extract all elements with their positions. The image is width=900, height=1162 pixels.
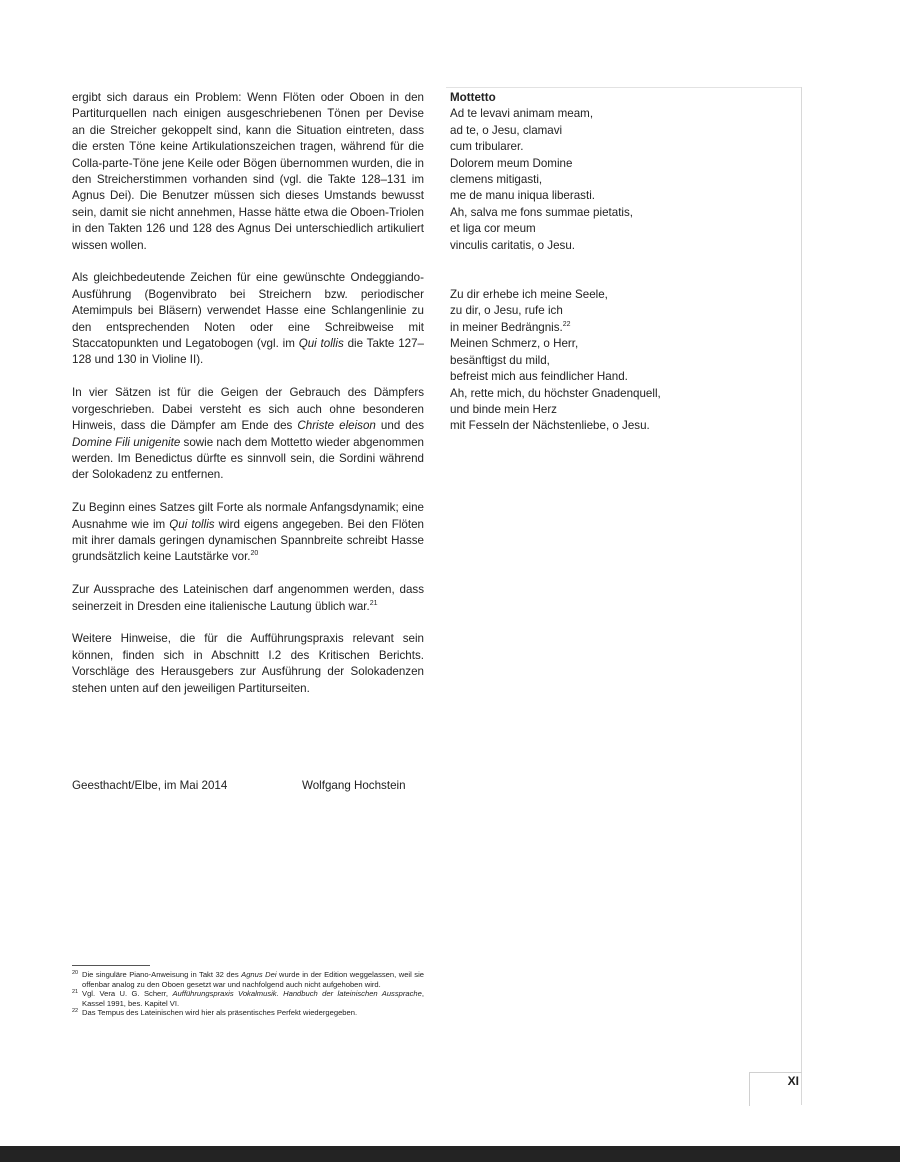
paragraph-text: Zu Beginn eines Satzes gilt Forte als normale Anfangsdynamik; eine Ausnahme wie im xyxy=(72,501,424,531)
paragraph-further-notes: Weitere Hinweise, die für die Aufführungspraxis relevant sein können, finden sich in Abschnitt I.2 des Kritischen Berichts. Vorschläge des Herausgebers zur Ausführung der Solokadenzen stehen unten auf den jeweiligen Partiturseiten. xyxy=(72,632,424,695)
paragraph-articulation: ergibt sich daraus ein Problem: Wenn Flöten oder Oboen in den Partiturquellen nach einigen ausgeschriebenen Tönen per Devise an die Streicher gekoppelt sind, kann die Situation eintreten, dass die ersten Töne keine Artikulationszeichen tragen, während für die Colla-parte-Töne jene Keile oder Bögen übernommen wurden, die in den Streicherstimmen vorhanden sind (vgl. die Takte 128–131 im Agnus Dei). Die Benutzer müssen sich dieses Umstands bewusst sein, damit sie nicht annehmen, Hasse hätte etwa die Oboen-Triolen in den Takten 126 und 128 des Agnus Dei unterschiedlich artikuliert wissen wollen. xyxy=(72,91,424,252)
german-line: Zu dir erhebe ich meine Seele, xyxy=(450,288,608,302)
footnote-italic: Agnus Dei xyxy=(241,970,277,979)
paragraph-text: In vier Sätzen ist für die Geigen der Gebrauch des Dämpfers vorgeschrieben. Dabei versteht es sich auch ohne besonderen Hinweis, dass die Dämpfer am Ende des xyxy=(72,386,424,433)
footnote-22 xyxy=(72,1008,424,1018)
page-edge-rule xyxy=(801,87,802,1105)
paragraph-text: wird eigens angegeben. Bei den Flöten mit ihrer damals geringen dynamischen Spannbreite schreibt Hasse grundsätzlich keine Lautstärke vor. xyxy=(72,517,424,564)
footnote-ref[interactable]: 20 xyxy=(250,550,259,558)
footnote-ref[interactable]: 22 xyxy=(562,321,571,329)
footnote-number: 22 xyxy=(72,1008,79,1015)
signature-place-date: Geesthacht/Elbe, im Mai 2014 xyxy=(72,779,228,792)
footnote-italic: Aufführungspraxis Vokalmusik. Handbuch der lateinischen Aussprache xyxy=(172,989,422,999)
footnote-separator xyxy=(72,965,150,966)
footnotes xyxy=(72,970,424,1018)
paragraph-dynamics xyxy=(72,500,424,566)
latin-line: clemens mitigasti, xyxy=(450,173,543,187)
latin-line: et liga cor meum xyxy=(450,222,536,236)
paragraph-latin-pronunciation xyxy=(72,582,424,615)
signature-name: Wolfgang Hochstein xyxy=(302,779,406,792)
top-rule xyxy=(446,87,802,88)
latin-line: Dolorem meum Domine xyxy=(450,156,573,170)
footnote-number: 21 xyxy=(72,989,79,996)
footnote-text-part: wurde in der Edition weggelassen, weil sie offenbar analog zu den Oboen gesetzt war und nachfolgend auch nicht aufgehoben wird. xyxy=(82,970,424,989)
paragraph-text: und des xyxy=(375,419,425,433)
german-line: Ah, rette mich, du höchster Gnadenquell, xyxy=(450,386,661,400)
german-line xyxy=(450,320,790,336)
italic-work-title: Qui tollis xyxy=(169,517,215,531)
footnote-text-part: Vgl. Vera U. G. Scherr, xyxy=(82,989,173,999)
german-line: besänftigst du mild, xyxy=(450,353,550,367)
footnote-text-part: Das Tempus des Lateinischen wird hier als präsentisches Perfekt wiedergegeben. xyxy=(82,1008,358,1018)
paragraph-ondeggiando xyxy=(72,270,424,368)
german-line: befreist mich aus feindlicher Hand. xyxy=(450,370,628,384)
latin-line: vinculis caritatis, o Jesu. xyxy=(450,238,576,252)
footnote-number: 20 xyxy=(72,970,79,976)
latin-line: Ad te levavi animam meam, xyxy=(450,107,594,121)
italic-work-title: Domine Fili unigenite xyxy=(72,435,181,449)
footnote-text xyxy=(82,1008,424,1018)
footnote-text xyxy=(82,970,424,989)
footnote-21 xyxy=(72,989,424,1008)
german-line-text: in meiner Bedrängnis. xyxy=(450,320,563,334)
page-number: XI xyxy=(787,1074,799,1088)
footnote-ref[interactable]: 21 xyxy=(369,599,378,607)
paragraph-text: die Takte 127–128 und 130 in Violine II). xyxy=(72,337,424,367)
german-line: zu dir, o Jesu, rufe ich xyxy=(450,304,563,318)
paragraph-text: Als gleichbedeutende Zeichen für eine gewünschte Ondeggiando-Ausführung (Bogenvibrato bei Streichern bzw. periodischer Atemimpuls bei Bläsern) verwendet Hasse eine Schlangenlinie zu den entsprechenden Noten oder eine Schreibweise mit Staccatopunkten und Legatobogen (vgl. im xyxy=(72,271,424,351)
german-line: Meinen Schmerz, o Herr, xyxy=(450,337,579,351)
italic-work-title: Qui tollis xyxy=(298,337,344,351)
footnote-text xyxy=(82,989,424,1008)
right-column xyxy=(450,90,790,435)
paragraph-text: sowie nach dem Mottetto wieder abgenommen werden. Im Benedictus dürfte es sinnvoll sein, die Sordini während der Solokadenz zu entfernen. xyxy=(72,435,424,482)
footnote-20 xyxy=(72,970,424,989)
german-line: mit Fesseln der Nächstenliebe, o Jesu. xyxy=(450,419,650,433)
latin-line: ad te, o Jesu, clamavi xyxy=(450,123,563,137)
mottetto-title: Mottetto xyxy=(450,91,496,104)
latin-line: me de manu iniqua liberasti. xyxy=(450,189,596,203)
latin-text xyxy=(450,106,790,254)
italic-work-title: Christe eleison xyxy=(297,419,376,433)
page-number-box xyxy=(749,1072,802,1106)
paragraph-text: Zur Aussprache des Lateinischen darf angenommen werden, dass seinerzeit in Dresden eine italienische Lautung üblich war. xyxy=(72,583,424,613)
latin-line: Ah, salva me fons summae pietatis, xyxy=(450,205,634,219)
german-translation xyxy=(450,287,790,435)
footnote-text-part: , Kassel 1991, bes. Kapitel VI. xyxy=(82,989,424,1008)
footnote-text-part: Die singuläre Piano-Anweisung in Takt 32 des xyxy=(82,970,242,979)
paragraph-mutes xyxy=(72,385,424,483)
bottom-border xyxy=(0,1146,900,1162)
german-line: und binde mein Herz xyxy=(450,402,557,416)
left-column xyxy=(72,90,424,713)
latin-line: cum tribularer. xyxy=(450,140,524,154)
